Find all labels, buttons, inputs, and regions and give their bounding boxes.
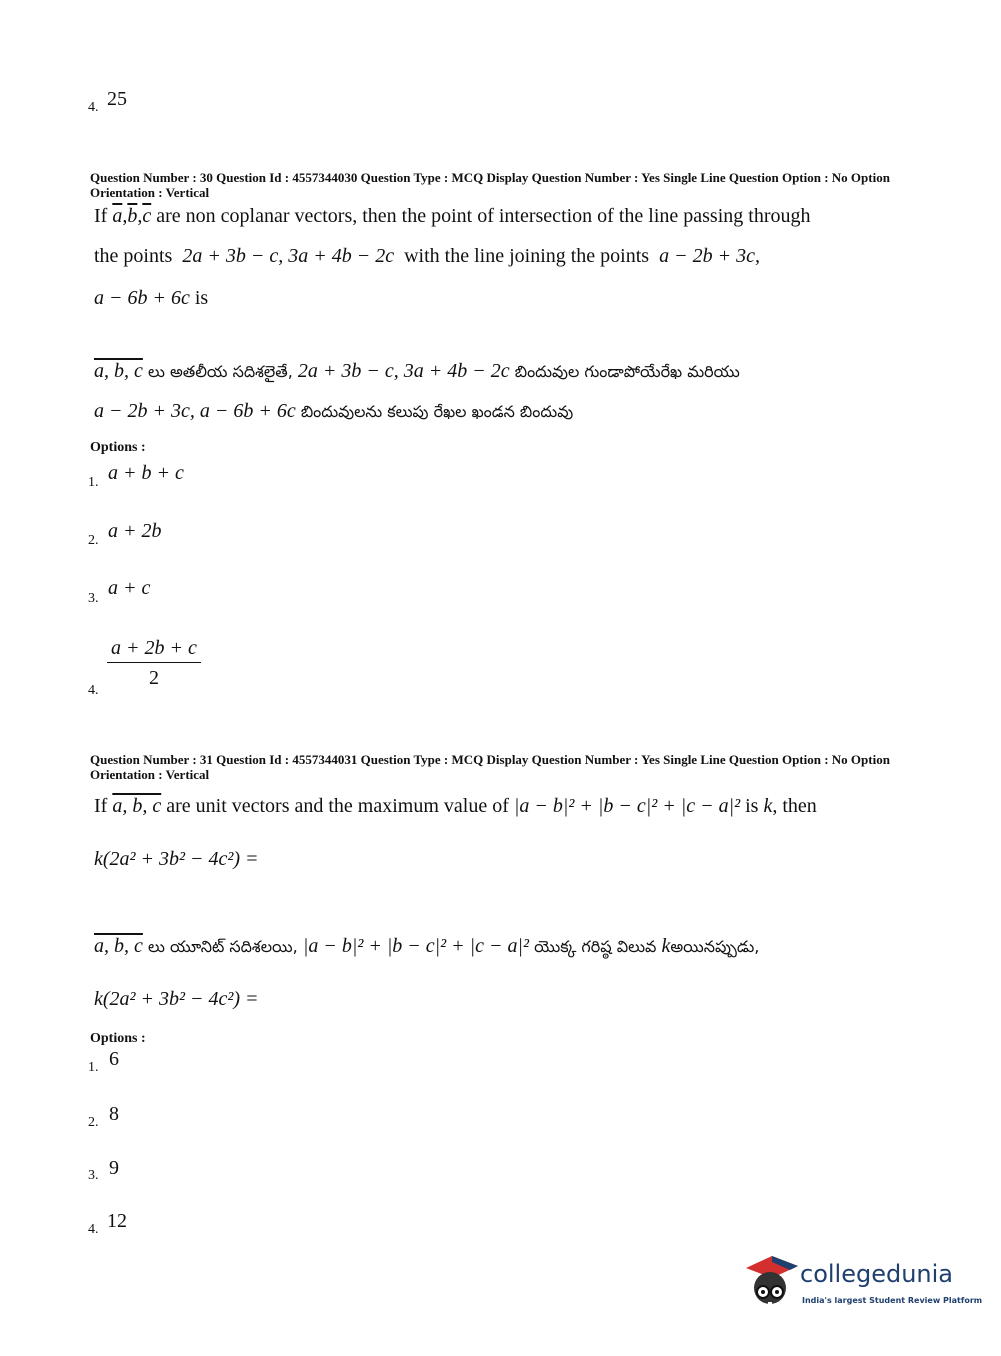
- q30-text3: with the line joining the points: [404, 245, 650, 267]
- mascot-icon: [742, 1252, 800, 1314]
- q30-if: If: [94, 205, 108, 227]
- q31-telugu-text1: లు యూనిట్ సదిశలయి,: [147, 937, 298, 956]
- q30-option4-fraction: [107, 637, 201, 690]
- q30-text1: are non coplanar vectors, then the point of intersection of the line passing through: [156, 205, 811, 227]
- brand-tagline: India's largest Student Review Platform: [802, 1296, 983, 1305]
- q31-telugu-k: k: [661, 935, 671, 957]
- q31-option1-number: 1.: [88, 1060, 99, 1075]
- q31-expr: |a − b|² + |b − c|² + |c − a|²: [513, 795, 741, 817]
- q31-telugu-expr: |a − b|² + |b − c|² + |c − a|²: [302, 935, 530, 957]
- q30-telugu-text3: బిందువులను కలుపు రేఖల ఖండన బిందువు: [300, 402, 574, 421]
- q30-option4-numerator: a + 2b + c: [107, 637, 201, 663]
- q31-options-label: Options :: [90, 1031, 146, 1046]
- q30-var-b: $\overline{b}$: [127, 205, 138, 227]
- q31-vars: a, b, c: [112, 795, 162, 817]
- q30-telugu-expr1: 2a + 3b − c, 3a + 4b − 2c: [297, 360, 510, 382]
- q31-option4-number: 4.: [88, 1222, 99, 1237]
- q30-telugu-text2: బిందువుల గుండాపోయేరేఖ మరియు: [514, 362, 740, 381]
- q31-then: , then: [772, 795, 817, 817]
- q30-option1-number: 1.: [88, 475, 99, 490]
- q30-telugu-vars: a, b, c: [94, 360, 143, 382]
- q31-telugu-expr2: k(2a² + 3b² − 4c²) =: [94, 988, 259, 1010]
- q30-telugu-expr2: a − 2b + 3c, a − 6b + 6c: [94, 400, 296, 422]
- q31-meta: Question Number : 31 Question Id : 4557344031 Question Type : MCQ Display Question Number : Yes Single Line Question Option : No Option Orientation : Vertical: [90, 752, 890, 782]
- q31-option4-value: 12: [107, 1210, 127, 1232]
- prev-option-number: 4.: [88, 100, 99, 115]
- q30-option2-number: 2.: [88, 533, 99, 548]
- q30-telugu-line2: [94, 400, 573, 425]
- q31-telugu-text3: అయినప్పుడు,: [670, 937, 760, 956]
- q31-k: k: [763, 795, 773, 817]
- q30-option4-denominator: 2: [148, 667, 159, 689]
- q30-points1: 2a + 3b − c, 3a + 4b − 2c: [182, 245, 395, 267]
- q30-option2-value: a + 2b: [108, 520, 162, 542]
- q31-option2-value: 8: [109, 1103, 119, 1125]
- q31-option1-value: 6: [109, 1048, 119, 1070]
- q31-stem-line2: [94, 848, 259, 871]
- brand-name: collegedunia: [800, 1260, 954, 1288]
- q30-meta: Question Number : 30 Question Id : 4557344030 Question Type : MCQ Display Question Number : Yes Single Line Question Option : No Option Orientation : Vertical: [90, 170, 890, 200]
- q30-var-a: $\overline{a}$: [112, 205, 123, 227]
- q30-telugu-line1: [94, 360, 740, 385]
- q30-stem-line1: If $\overline{a},\overline{b},\overline{c}$ are non coplanar vectors, then the point of intersection of the line passing through: [94, 205, 811, 227]
- q30-var-c: $\overline{c}$: [142, 205, 152, 227]
- q31-if: If: [94, 795, 108, 817]
- q30-option1-value: a + b + c: [108, 462, 184, 484]
- q30-is: is: [194, 287, 209, 309]
- q31-telugu-line1: [94, 935, 759, 960]
- q30-telugu-text1: లు అతలీయ సదిశలైతే,: [147, 362, 293, 381]
- q31-text1: are unit vectors and the maximum value of: [166, 795, 509, 817]
- q30-options-label: Options :: [90, 440, 146, 455]
- q31-telugu-text2: యొక్క గరిష్ఠ విలువ: [534, 937, 657, 956]
- q30-points3: a − 6b + 6c: [94, 287, 190, 309]
- q31-expr2: k(2a² + 3b² − 4c²) =: [94, 848, 259, 870]
- q31-option3-value: 9: [109, 1157, 119, 1179]
- q30-option4-number: 4.: [88, 683, 99, 698]
- q31-telugu-line2: [94, 988, 259, 1011]
- collegedunia-logo[interactable]: [742, 1252, 983, 1314]
- q31-option2-number: 2.: [88, 1115, 99, 1130]
- q30-stem-line2: [94, 245, 760, 268]
- q31-option3-number: 3.: [88, 1168, 99, 1183]
- q30-text2: the points: [94, 245, 173, 267]
- q30-points2: a − 2b + 3c,: [659, 245, 760, 267]
- q31-text2: is: [745, 795, 759, 817]
- q30-stem-line3: [94, 287, 208, 310]
- q31-telugu-vars: a, b, c: [94, 935, 143, 957]
- prev-option-value: 25: [107, 88, 127, 110]
- q31-stem-line1: [94, 795, 817, 818]
- q30-option3-value: a + c: [108, 577, 151, 599]
- q30-option3-number: 3.: [88, 591, 99, 606]
